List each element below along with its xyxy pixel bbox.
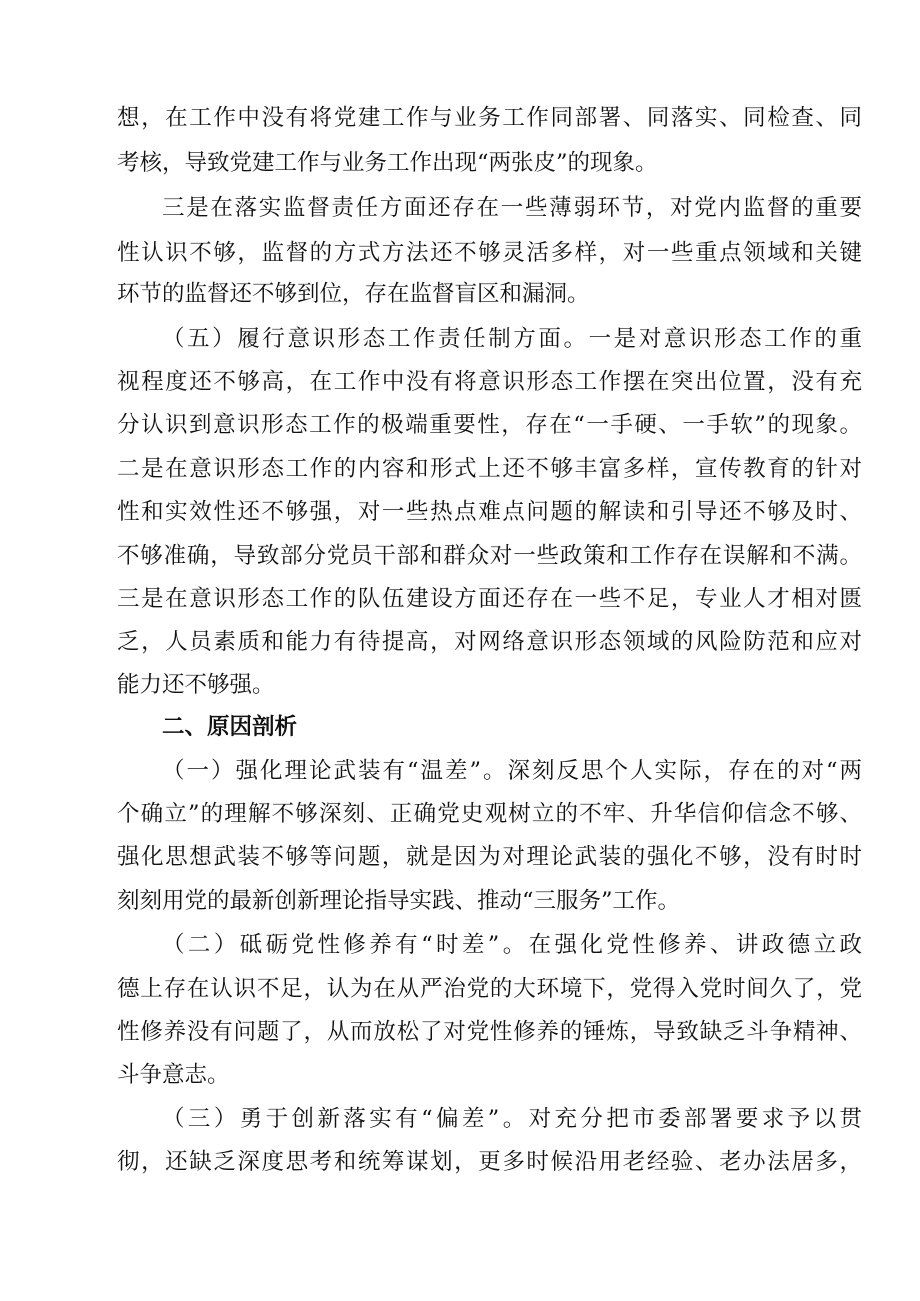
text-line: 环节的监督还不够到位，存在监督盲区和漏洞。 xyxy=(117,281,590,307)
paragraph-first-line: （五）履行意识形态工作责任制方面。一是对意识形态工作的重 xyxy=(162,326,862,352)
paragraph-first-line: （二）砥砺党性修养有“时差”。在强化党性修养、讲政德立政 xyxy=(162,932,862,958)
text-line: 强化思想武装不够等问题，就是因为对理论武装的强化不够，没有时时 xyxy=(117,844,862,870)
text-line: 能力还不够强。 xyxy=(117,672,275,698)
text-line: 考核，导致党建工作与业务工作出现“两张皮”的现象。 xyxy=(117,150,658,176)
text-line: 分认识到意识形态工作的极端重要性，存在“一手硬、一手软”的现象。 xyxy=(117,412,862,438)
text-line: 二是在意识形态工作的内容和形式上还不够丰富多样，宣传教育的针对 xyxy=(117,456,862,482)
text-line: 个确立”的理解不够深刻、正确党史观树立的不牢、升华信仰信念不够、 xyxy=(117,801,862,827)
text-line: 斗争意志。 xyxy=(117,1062,230,1088)
paragraph-first-line: （一）强化理论武装有“温差”。深刻反思个人实际，存在的对“两 xyxy=(162,758,862,784)
section-heading: 二、原因剖析 xyxy=(162,714,298,740)
text-line: 三是在意识形态工作的队伍建设方面还存在一些不足，专业人才相对匮 xyxy=(117,586,862,612)
text-line: 性认识不够，监督的方式方法还不够灵活多样，对一些重点领域和关键 xyxy=(117,240,862,266)
text-line: 视程度还不够高，在工作中没有将意识形态工作摆在突出位置，没有充 xyxy=(117,369,862,395)
text-line: 德上存在认识不足，认为在从严治党的大环境下，党得入党时间久了，党 xyxy=(117,976,862,1002)
paragraph-first-line: 三是在落实监督责任方面还存在一些薄弱环节，对党内监督的重要 xyxy=(162,195,862,221)
text-line: 刻刻用党的最新创新理论指导实践、推动“三服务”工作。 xyxy=(117,888,681,914)
text-line: 彻，还缺乏深度思考和统筹谋划，更多时候沿用老经验、老办法居多， xyxy=(117,1149,862,1175)
paragraph-first-line: （三）勇于创新落实有“偏差”。对充分把市委部署要求予以贯 xyxy=(162,1106,862,1132)
text-line: 性和实效性还不够强，对一些热点难点问题的解读和引导还不够及时、 xyxy=(117,499,862,525)
text-line: 乏，人员素质和能力有待提高，对网络意识形态领域的风险防范和应对 xyxy=(117,629,862,655)
text-line: 性修养没有问题了，从而放松了对党性修养的锤炼，导致缺乏斗争精神、 xyxy=(117,1019,862,1045)
text-line: 想，在工作中没有将党建工作与业务工作同部署、同落实、同检查、同 xyxy=(117,105,862,131)
text-line: 不够准确，导致部分党员干部和群众对一些政策和工作存在误解和不满。 xyxy=(117,543,862,569)
